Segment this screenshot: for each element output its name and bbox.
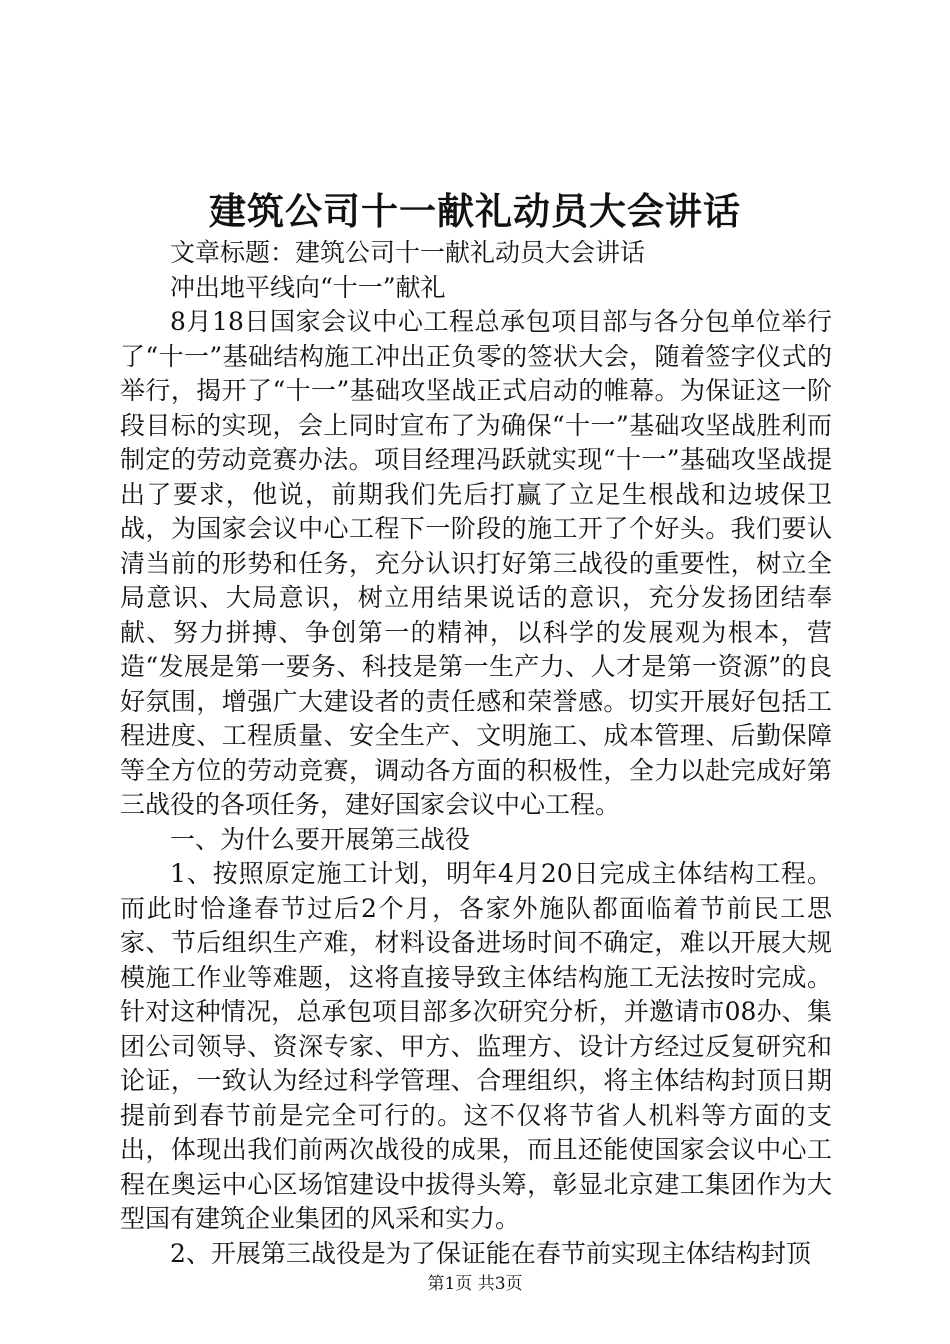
subtitle-line: 冲出地平线向“十一”献礼	[170, 272, 446, 302]
page-footer: 第1页 共3页	[427, 1274, 523, 1294]
article-title-line: 文章标题：建筑公司十一献礼动员大会讲话	[170, 238, 646, 267]
document-title: 建筑公司十一献礼动员大会讲话	[209, 189, 741, 233]
section-heading: 一、为什么要开展第三战役	[170, 824, 471, 854]
body-paragraph: 8月18日国家会议中心工程总承包项目部与各分包单位举行了“十一”基础结构施工冲出正负零的签状大会，随着签字仪式的举行，揭开了“十一”基础攻坚战正式启动的帷幕。为保证这一阶段目标的实现，会上同时宣布了为确保“十一”基础攻坚战胜利而制定的劳动竞赛办法。项目经理冯跃就实现“十一”基础攻坚战提出了要求，他说，前期我们先后打赢了立足生根战和边坡保卫战，为国家会议中心工程下一阶段的施工开了个好头。我们要认清当前的形势和任务，充分认识打好第三战役的重要性，树立全局意识、大局意识，树立用结果说话的意识，充分发扬团结奉献、努力拼搏、争创第一的精神，以科学的发展观为根本，营造“发展是第一要务、科技是第一生产力、人才是第一资源”的良好氛围，增强广大建设者的责任感和荣誉感。切实开展好包括工程进度、工程质量、安全生产、文明施工、成本管理、后勤保障等全方位的劳动竞赛，调动各方面的积极性，全力以赴完成好第三战役的各项任务，建好国家会议中心工程。	[120, 307, 832, 819]
body-paragraph: 1、按照原定施工计划，明年4月20日完成主体结构工程。而此时恰逢春节过后2个月，各家外施队都面临着节前民工思家、节后组织生产难，材料设备进场时间不确定，难以开展大规模施工作业等难题，这将直接导致主体结构施工无法按时完成。针对这种情况，总承包项目部多次研究分析，并邀请市08办、集团公司领导、资深专家、甲方、监理方、设计方经过反复研究和论证，一致认为经过科学管理、合理组织，将主体结构封顶日期提前到春节前是完全可行的。这不仅将节省人机料等方面的支出，体现出我们前两次战役的成果，而且还能使国家会议中心工程在奥运中心区场馆建设中拔得头筹，彰显北京建工集团作为大型国有建筑企业集团的风采和实力。	[120, 859, 832, 1233]
body-paragraph: 2、开展第三战役是为了保证能在春节前实现主体结构封顶	[170, 1238, 811, 1268]
document-body	[120, 236, 832, 1271]
